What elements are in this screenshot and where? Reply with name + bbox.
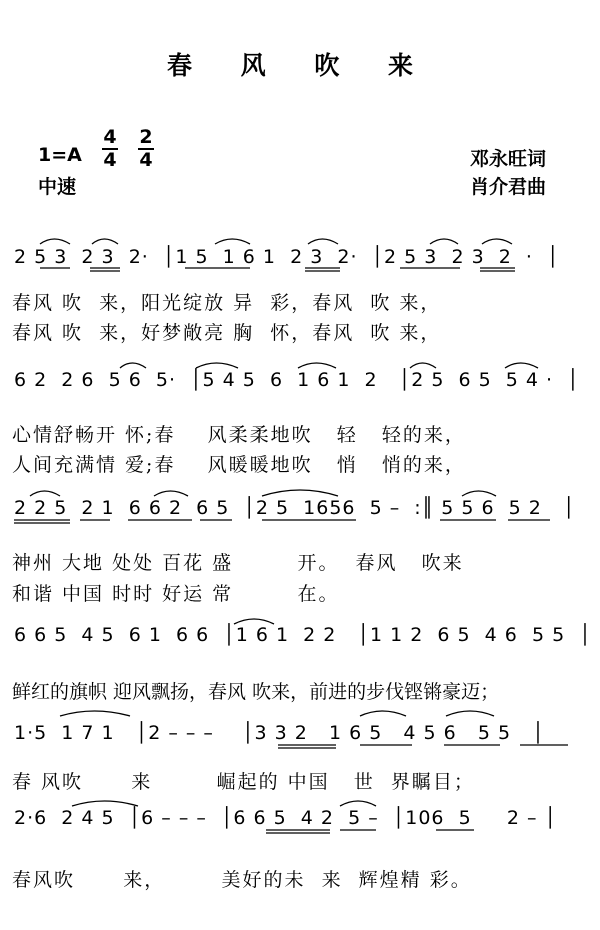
time-signature-4-4 xyxy=(102,128,118,170)
lyric-line-2b: 人间充满情 爱;春 风暖暖地吹 悄 悄的来， xyxy=(12,454,466,476)
notation-line-1: 2 5 3 2 3 2· │1 5 1 6 1 2 3 2· │2 5 3 2 3 2 · │ xyxy=(14,246,560,268)
composer-credit: 肖介君曲 xyxy=(470,176,547,198)
lyric-line-3b: 和谐 中国 时时 好运 常 在。 xyxy=(12,583,340,605)
notation-line-4: 6 6 5 4 5 6 1 6 6 │1 6 1 2 2 │1 1 2 6 5 4 6 5 5 │ xyxy=(14,624,592,646)
lyric-line-4: 鲜红的旗帜 迎风飘扬，春风 吹来，前进的步伐铿锵豪迈； xyxy=(12,681,500,703)
key-signature: 1=A xyxy=(38,144,82,166)
notation-line-3: 2 2 5 2 1 6 6 2 6 5 │2 5 1656 5 – :║ 5 5 6 5 2 │ xyxy=(14,497,576,519)
time-sig-numerator: 4 xyxy=(103,126,117,148)
tempo-marking: 中速 xyxy=(38,176,77,198)
notation-line-5: 1·5 1 7 1 │2 – – – │3 3 2 1 6 5 4 5 6 5 5 │ xyxy=(14,722,545,744)
lyric-line-1a: 春风 吹 来，阳光绽放 异 彩，春风 吹 来， xyxy=(12,292,442,314)
time-sig-numerator: 2 xyxy=(139,126,153,148)
time-signature-2-4 xyxy=(138,128,154,170)
time-sig-denominator: 4 xyxy=(139,149,153,171)
lyric-line-6: 春风吹 来， 美好的未 来 辉煌精 彩。 xyxy=(12,869,472,891)
lyric-line-1b: 春风 吹 来，好梦敞亮 胸 怀，春风 吹 来， xyxy=(12,322,442,344)
lyric-line-5: 春 风吹 来 崛起的 中国 世 界瞩目； xyxy=(12,771,475,793)
lyric-line-2a: 心情舒畅开 怀;春 风柔柔地吹 轻 轻的来， xyxy=(12,424,466,446)
notation-line-6: 2·6 2 4 5 │6 – – – │6 6 5 4 2 5 – │106 5 2 – │ xyxy=(14,807,557,829)
notation-line-2: 6 2 2 6 5 6 5· │5 4 5 6 1 6 1 2 │2 5 6 5 5 4 · │ xyxy=(14,369,580,391)
lyricist-credit: 邓永旺词 xyxy=(470,148,547,170)
lyric-line-3a: 神州 大地 处处 百花 盛 开。 春风 吹来 xyxy=(12,552,464,574)
song-title: 春 风 吹 来 xyxy=(166,51,434,80)
time-sig-denominator: 4 xyxy=(103,149,117,171)
